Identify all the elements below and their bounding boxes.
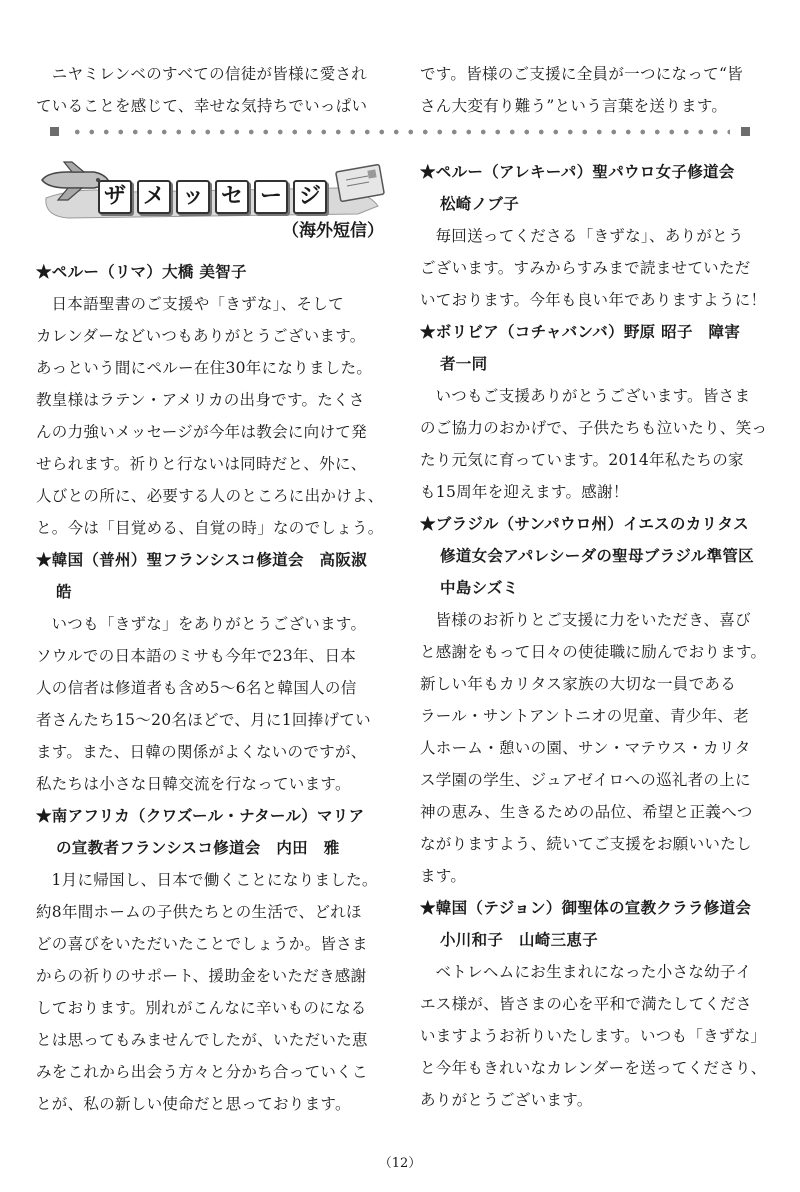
title-char: ザ (98, 180, 132, 214)
text-line: ありがとうございます。 (420, 1091, 593, 1109)
entry-heading: ★韓国（テジョン）御聖体の宣教クララ修道会 (420, 898, 752, 917)
entry-heading-cont: の宣教者フランシスコ修道会 内田 雅 (56, 838, 340, 857)
paragraph-line: 皆様のお祈りとご支援に力をいただき、喜び (435, 611, 751, 629)
paragraph-line: 毎回送ってくださる「きずな」、ありがとう (435, 227, 744, 245)
text-line: も15周年を迎えます。感謝！ (420, 483, 629, 501)
text-line: からの祈りのサポート、援助金をいただき感謝 (36, 967, 367, 985)
paragraph-line: いつも「きずな」をありがとうございます。 (51, 615, 367, 633)
dotted-divider (50, 124, 750, 140)
entry-heading-cont: 小川和子 山崎三恵子 (440, 930, 599, 949)
text-line: 私たちは小さな日韓交流を行なっています。 (36, 775, 351, 793)
text-line: みをこれから出会う方々と分かち合っていくこ (36, 1063, 368, 1081)
title-characters (98, 180, 332, 214)
square-bullet-icon (741, 127, 750, 136)
top-left-text (36, 58, 391, 122)
text-line: エス様が、皆さまの心を平和で満たしてくださ (420, 995, 752, 1013)
text-line: さん大変有り難う”という言葉を送ります。 (420, 97, 728, 115)
section-subtitle: （海外短信） (278, 216, 388, 241)
text-line: せられます。祈りと行ないは同時だと、外に、 (36, 455, 367, 473)
text-line: ます。 (420, 867, 467, 885)
text-line: です。皆様のご支援に全員が一つになって“皆 (420, 65, 743, 83)
right-column (420, 156, 775, 1116)
text-line: と今年もきれいなカレンダーを送ってくださり、 (420, 1059, 767, 1077)
top-right-text (420, 58, 775, 122)
text-line: 約8年間ホームの子供たちとの生活で、どれほ (36, 903, 362, 921)
paragraph-line: ベトレヘムにお生まれになった小さな幼子イ (435, 963, 752, 981)
text-line: 者さんたち15～20名ほどで、月に1回捧げてい (36, 711, 371, 729)
text-line: 人ホーム・憩いの園、サン・マテウス・カリタ (420, 739, 751, 757)
entry-heading-cont: 修道女会アパレシーダの聖母ブラジル準管区 (440, 546, 754, 565)
paragraph-line: 1月に帰国し、日本で働くことになりました。 (51, 871, 378, 889)
entry-heading: ★ブラジル（サンパウロ州）イエスのカリタス (420, 514, 749, 533)
text-line: 人びとの所に、必要する人のところに出かけよ、 (36, 487, 384, 505)
text-line: 人の信者は修道者も含め5～6名と韓国人の信 (36, 679, 357, 697)
text-line: ございます。すみからすみまで読ませていただ (420, 259, 751, 277)
text-line: と感謝をもって日々の使徒職に励んでおります。 (420, 643, 767, 661)
entry-heading-cont: 中島シズミ (440, 578, 519, 597)
text-line: ソウルでの日本語のミサも今年で23年、日本 (36, 647, 357, 665)
text-line: とが、私の新しい使命だと思っております。 (36, 1095, 351, 1113)
section-title-banner (38, 158, 388, 250)
title-char: セ (215, 180, 249, 214)
text-line: 教皇様はラテン・アメリカの出身です。たくさ (36, 391, 365, 409)
left-column (36, 256, 391, 1120)
title-char: ッ (176, 180, 210, 214)
entry-heading-cont: 皓 (56, 582, 72, 601)
square-bullet-icon (50, 127, 59, 136)
text-line: ス学園の学生、ジュアゼイロへの巡礼者の上に (420, 771, 751, 789)
text-line: ていることを感じて、幸せな気持ちでいっぱい (36, 97, 368, 115)
paragraph-line: いつもご支援ありがとうございます。皆さま (435, 387, 751, 405)
title-char: ー (254, 180, 288, 214)
text-line: たり元気に育っています。2014年私たちの家 (420, 451, 744, 469)
text-line: いております。今年も良い年でありますように！ (420, 291, 767, 309)
dot-row (70, 129, 730, 135)
text-line: ニヤミレンベのすべての信徒が皆様に愛され (36, 65, 368, 83)
text-line: とは思ってもみませんでしたが、いただいた恵 (36, 1031, 368, 1049)
entry-heading: ★ペルー（アレキーパ）聖パウロ女子修道会 (420, 162, 735, 181)
text-line: 神の恵み、生きるための品位、希望と正義へつ (420, 803, 753, 821)
paragraph-line: 日本語聖書のご支援や「きずな」、そして (51, 295, 344, 313)
entry-heading: ★南アフリカ（クワズール・ナタール）マリア (36, 806, 365, 825)
title-char: メ (137, 180, 171, 214)
text-line: いますようお祈りいたします。いつも「きずな」 (420, 1027, 767, 1045)
text-line: カレンダーなどいつもありがとうございます。 (36, 327, 366, 345)
text-line: と。今は「目覚める、自覚の時」なのでしょう。 (36, 519, 384, 537)
text-line: 新しい年もカリタス家族の大切な一員である (420, 675, 737, 693)
entry-heading: ★ペルー（リマ）大橋 美智子 (36, 262, 247, 281)
text-line: のご協力のおかげで、子供たちも泣いたり、笑っ (420, 419, 768, 437)
title-char: ジ (293, 180, 327, 214)
entry-heading-cont: 松崎ノブ子 (440, 194, 520, 213)
text-line: ラール・サントアントニオの児童、青少年、老 (420, 707, 750, 725)
postcard-icon (336, 164, 385, 201)
page-number: （12） (378, 1156, 422, 1171)
entry-heading-cont: 者一同 (440, 354, 488, 373)
entry-heading: ★韓国（普州）聖フランシスコ修道会 高阪淑 (36, 550, 367, 569)
text-line: ます。また、日韓の関係がよくないのですが、 (36, 743, 367, 761)
text-line: んの力強いメッセージが今年は教会に向けて発 (36, 423, 367, 441)
text-line: どの喜びをいただいたことでしょうか。皆さま (36, 935, 368, 953)
text-line: しております。別れがこんなに辛いものになる (36, 999, 367, 1017)
text-line: あっという間にペルー在住30年になりました。 (36, 359, 373, 377)
entry-heading: ★ボリビア（コチャバンバ）野原 昭子 障害 (420, 322, 741, 341)
text-line: ながりますよう、続いてご支援をお願いいたし (420, 835, 752, 853)
